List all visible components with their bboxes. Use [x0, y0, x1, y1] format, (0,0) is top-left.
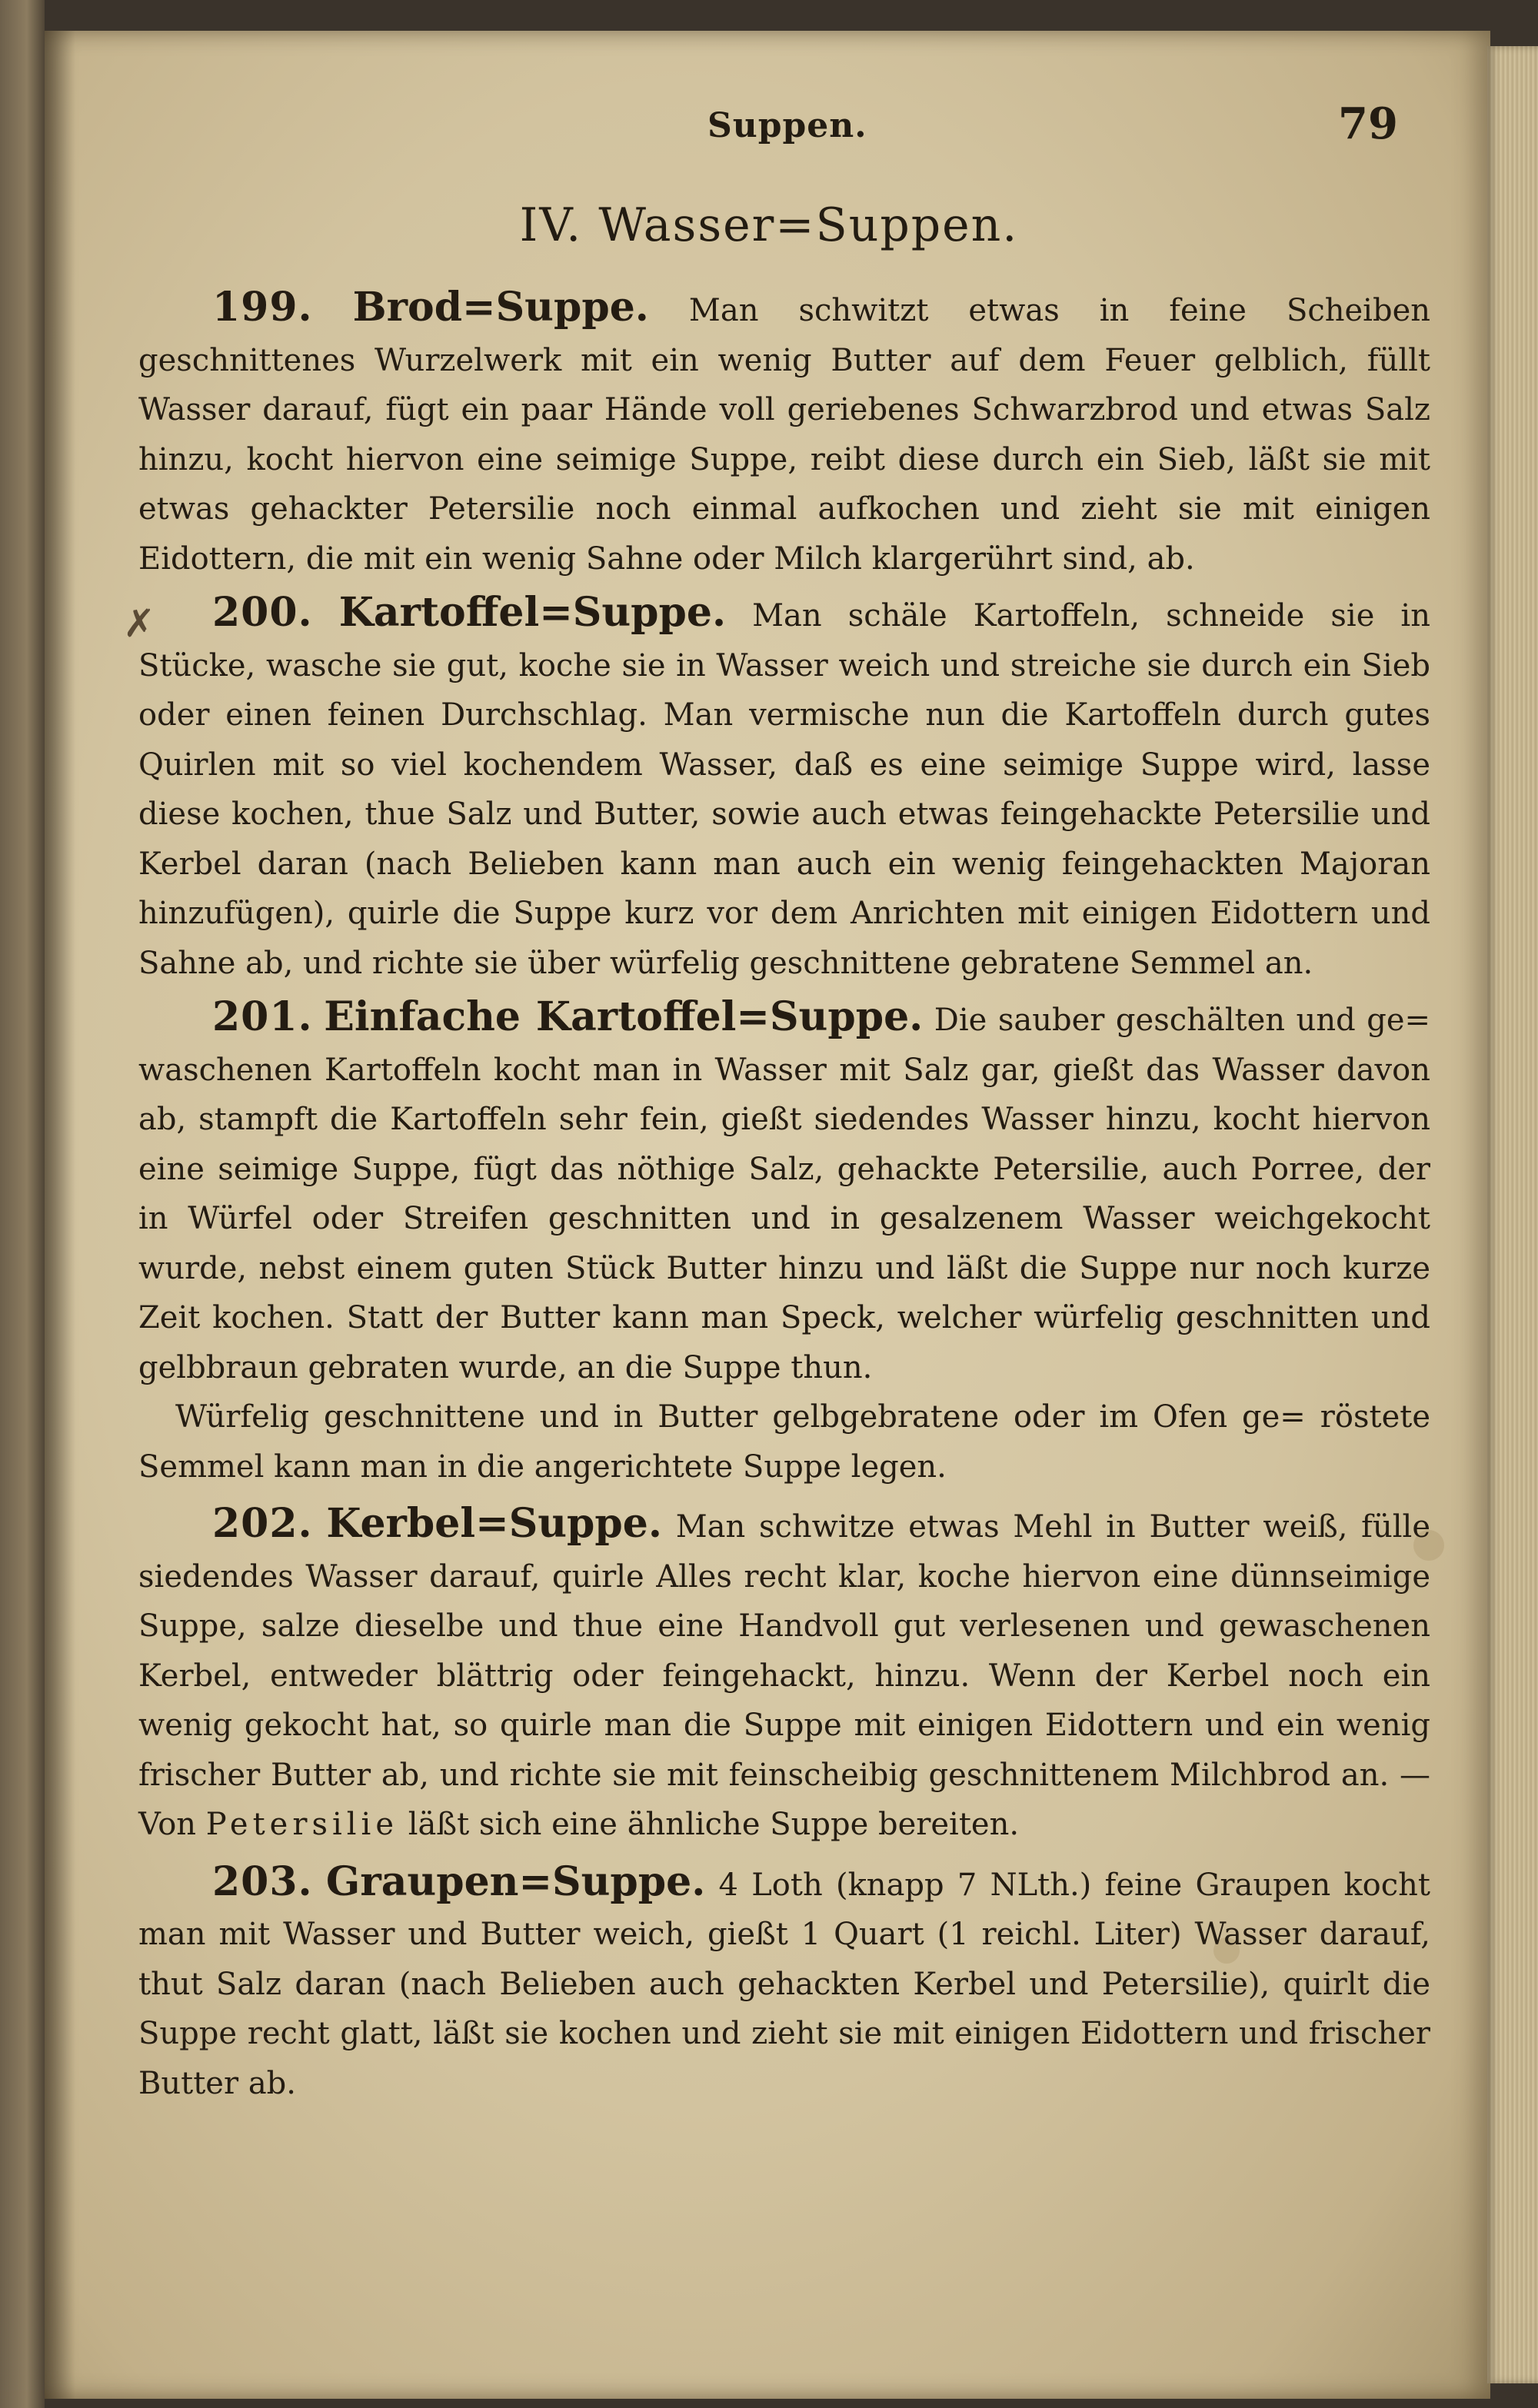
recipe-201-note: Würfelig geschnittene und in Butter gelbgebratene oder im Ofen ge= röstete Semmel kann man in die angerichtete Suppe legen.	[138, 1399, 1430, 1485]
recipe-text: Man schwitzt etwas in feine Scheiben geschnittenes Wurzelwerk mit ein wenig Butter auf dem Feuer gelblich, füllt Wasser darauf, fügt ein paar Hände voll geriebenes Schwarzbrod und etwas Salz hinzu, kocht hiervon eine seimige Suppe, reibt diese durch ein Sieb, läßt sie mit etwas gehackter Petersilie noch einmal aufkochen und zieht sie mit einigen Eidottern, die mit ein wenig Sahne oder Milch klargerührt sind, ab.	[138, 293, 1431, 577]
recipe-number: 201.	[212, 993, 313, 1040]
recipe-title: Kerbel=Suppe.	[326, 1500, 662, 1547]
section-heading: IV. Wasser=Suppen.	[519, 198, 1019, 252]
page-block-edge	[1487, 46, 1538, 2383]
recipe-number: 200.	[212, 589, 313, 636]
recipe-title: Brod=Suppe.	[352, 284, 649, 331]
recipe-text: Man schwitze etwas Mehl in Butter weiß, fülle siedendes Wasser darauf, quirle Alles recht klar, koche hiervon eine dünnseimige Suppe, salze dieselbe und thue eine Handvoll gut verlesenen und gewaschenen Kerbel, entweder blättrig oder feingehackt, hinzu. Wenn der Kerbel noch ein wenig gekocht hat, so quirle man die Suppe mit einigen Eidottern und ein wenig frischer Butter ab, und richte sie mit feinscheibig geschnittenem Milchbrod an. —Von	[138, 1509, 1431, 1842]
recipe-text: 4 Loth (knapp 7 NLth.) feine Graupen kocht man mit Wasser und Butter weich, gießt 1 Quart (1 reichl. Liter) Wasser darauf, thut Salz daran (nach Belieben auch gehackten Kerbel und Petersilie), quirlt die Suppe recht glatt, läßt sie kochen und zieht sie mit einigen Eidottern und frischer Butter ab.	[138, 1867, 1431, 2101]
recipe-title: Kartoffel=Suppe.	[338, 589, 727, 636]
recipe-number: 203.	[212, 1858, 313, 1905]
page-body	[138, 283, 1430, 2108]
recipe-202	[138, 1499, 1430, 1850]
running-head: Suppen.	[707, 106, 867, 145]
recipe-199	[138, 283, 1430, 584]
recipe-text-end: läßt sich eine ähnliche Suppe bereiten.	[408, 1807, 1020, 1842]
facing-page-edge	[0, 0, 45, 2408]
recipe-number: 202.	[212, 1500, 313, 1547]
page-number: 79	[1338, 98, 1398, 149]
recipe-text: Man schäle Kartoffeln, schneide sie in Stücke, wasche sie gut, koche sie in Wasser weich und streiche sie durch ein Sieb oder einen feinen Durchschlag. Man vermische nun die Kartoffeln durch gutes Quirlen mit so viel kochendem Wasser, daß es eine seimige Suppe wird, lasse diese kochen, thue Salz und Butter, sowie auch etwas feingehackte Petersilie und Kerbel daran (nach Belieben kann man auch ein wenig feingehackten Majoran hinzufügen), quirle die Suppe kurz vor dem Anrichten mit einigen Eidottern und Sahne ab, und richte sie über würfelig geschnittene gebratene Semmel an.	[138, 598, 1430, 981]
spaced-word: Petersilie	[205, 1807, 399, 1842]
recipe-201	[138, 993, 1430, 1392]
margin-mark: ✗	[123, 601, 155, 646]
recipe-200	[138, 588, 1430, 988]
spine-shadow	[45, 31, 75, 2399]
recipe-number: 199.	[212, 284, 313, 331]
recipe-text: Die sauber geschälten und ge= waschenen Kartoffeln kocht man in Wasser mit Salz gar, gießt das Wasser davon ab, stampft die Kartoffeln sehr fein, gießt siedendes Wasser hinzu, kocht hiervon eine seimige Suppe, fügt das nöthige Salz, gehackte Petersilie, auch Porree, der in Würfel oder Streifen geschnitten und in gesalzenem Wasser weichgekocht wurde, nebst einem guten Stück Butter hinzu und läßt die Suppe nur noch kurze Zeit kochen. Statt der Butter kann man Speck, welcher würfelig geschnitten und gelbbraun gebraten wurde, an die Suppe thun.	[138, 1003, 1431, 1385]
recipe-title: Einfache Kartoffel=Suppe.	[324, 993, 924, 1040]
recipe-203	[138, 1858, 1430, 2109]
recipe-title: Graupen=Suppe.	[325, 1858, 706, 1905]
